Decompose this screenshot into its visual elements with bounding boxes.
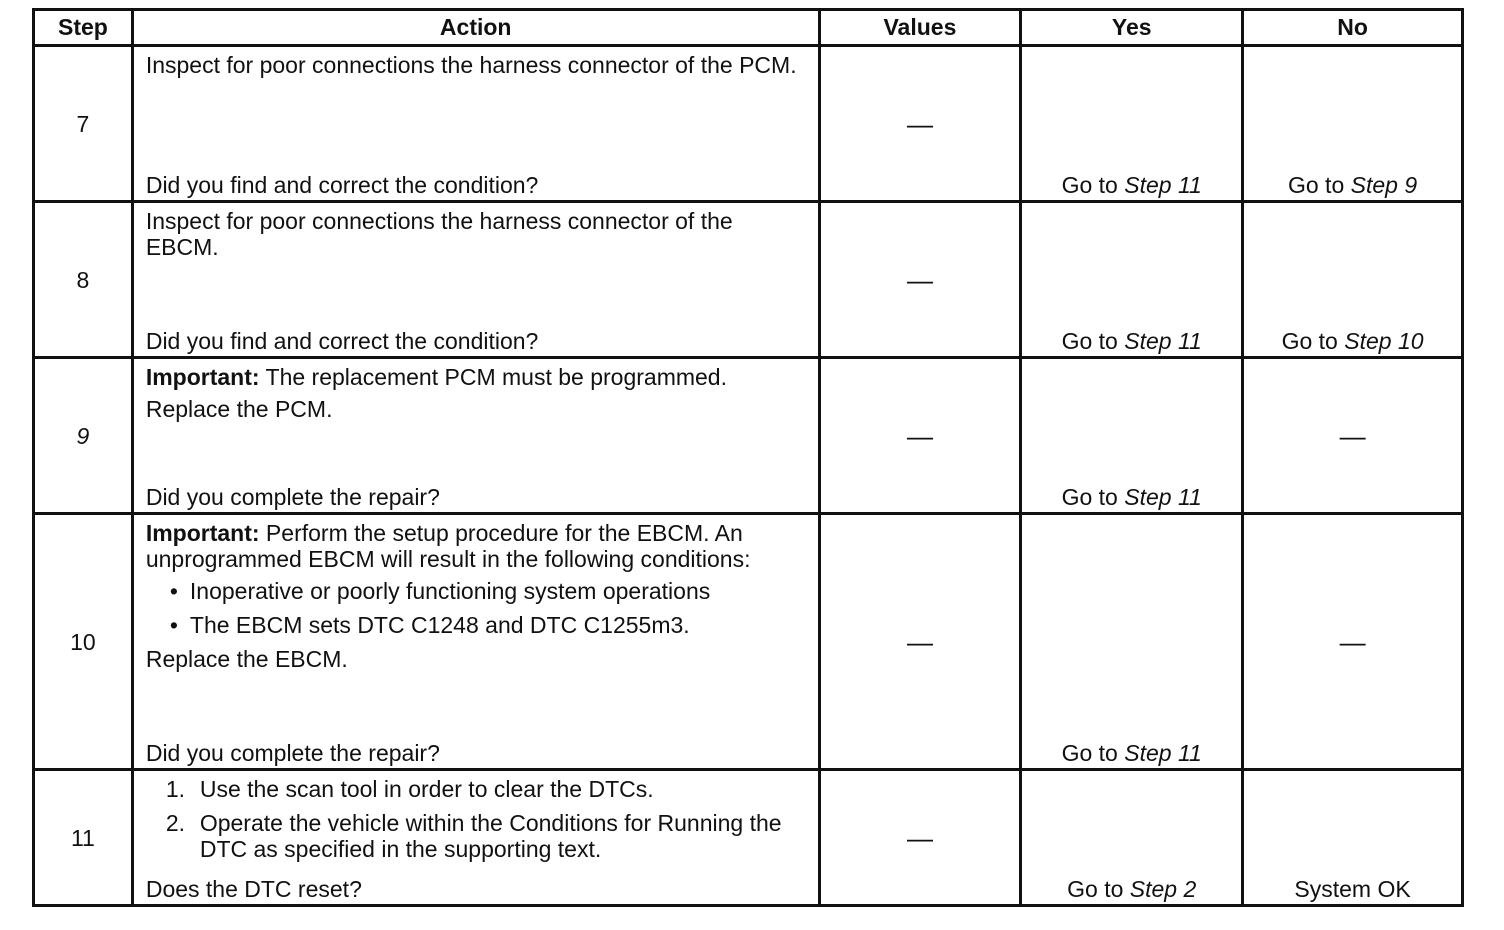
action-question: Did you find and correct the condition? [145,172,539,198]
header-step: Step [34,10,133,46]
no-result: System OK [1294,876,1411,902]
important-label: Important: [145,364,260,390]
values-cell: — [819,770,1021,906]
yes-step-link: Step 11 [1124,484,1202,510]
yes-result [1022,484,1241,510]
yes-result [1022,740,1241,766]
step-number: 11 [34,770,133,906]
go-to-text: Go to [1067,876,1124,902]
no-result [1244,172,1461,198]
list-item: • Inoperative or poorly functioning system operations [170,578,808,604]
values-cell: — [819,202,1021,358]
values-cell: — [819,514,1021,770]
list-item [166,776,808,802]
condition-list [170,578,808,638]
yes-step-link: Step 11 [1124,172,1202,198]
yes-result [1022,172,1241,198]
yes-step-link: Step 2 [1129,876,1197,902]
go-to-text: Go to [1287,172,1345,198]
action-cell [132,202,819,358]
values-cell: — [819,46,1021,202]
yes-step-link: Step 11 [1124,328,1202,354]
go-to-text: Go to [1061,740,1118,766]
important-note [146,520,808,572]
no-cell [1243,514,1463,770]
action-cell [132,46,819,202]
procedure-list [166,776,808,862]
action-text: Inspect for poor connections the harness connector of the PCM. [145,52,797,78]
important-text: Perform the setup procedure for the EBCM. An unprogrammed EBCM will result in the following conditions: [145,520,751,572]
action-question: Did you find and correct the condition? [145,328,539,354]
yes-result [1022,328,1241,354]
no-result: — [1339,420,1366,451]
header-values: Values [819,10,1021,46]
no-result: — [1339,626,1366,657]
list-item: • The EBCM sets DTC C1248 and DTC C1255m3. [170,612,808,638]
yes-cell [1021,46,1243,202]
action-cell [132,770,819,906]
values-cell: — [819,358,1021,514]
yes-cell [1021,358,1243,514]
step-number: 10 [34,514,133,770]
important-text: The replacement PCM must be programmed. [259,364,727,390]
diagnostic-table [32,8,1464,907]
no-cell [1243,202,1463,358]
action-question: Did you complete the repair? [145,740,440,766]
header-yes: Yes [1021,10,1243,46]
action-question: Does the DTC reset? [145,876,362,902]
step-number: 9 [34,358,133,514]
list-item [166,810,808,862]
yes-cell [1021,202,1243,358]
table-row [34,358,1463,514]
list-number: 2. [165,810,186,836]
action-text: Replace the PCM. [145,396,333,422]
yes-cell [1021,770,1243,906]
table-row [34,202,1463,358]
action-cell [132,358,819,514]
no-step-link: Step 9 [1350,172,1418,198]
yes-cell [1021,514,1243,770]
important-label: Important: [145,520,260,546]
step-number: 7 [34,46,133,202]
no-cell [1243,358,1463,514]
table-row [34,514,1463,770]
go-to-text: Go to [1061,328,1118,354]
table-row [34,46,1463,202]
list-item-text: Use the scan tool in order to clear the DTCs. [199,776,654,802]
no-step-link: Step 10 [1344,328,1424,354]
go-to-text: Go to [1281,328,1338,354]
action-cell [132,514,819,770]
step-number: 8 [34,202,133,358]
action-question: Did you complete the repair? [145,484,440,510]
go-to-text: Go to [1061,172,1118,198]
header-action: Action [132,10,819,46]
go-to-text: Go to [1061,484,1118,510]
header-no: No [1243,10,1463,46]
important-note [146,364,808,390]
action-text: Inspect for poor connections the harness connector of the EBCM. [145,208,733,260]
no-result [1244,328,1461,354]
no-cell [1243,770,1463,906]
yes-step-link: Step 11 [1124,740,1202,766]
action-text: Replace the EBCM. [145,646,348,672]
list-number: 1. [165,776,186,802]
table-row [34,770,1463,906]
list-item-text: Operate the vehicle within the Conditions for Running the DTC as specified in the supporting text. [199,810,782,862]
no-cell [1243,46,1463,202]
yes-result [1022,876,1241,902]
table-header-row [34,10,1463,46]
